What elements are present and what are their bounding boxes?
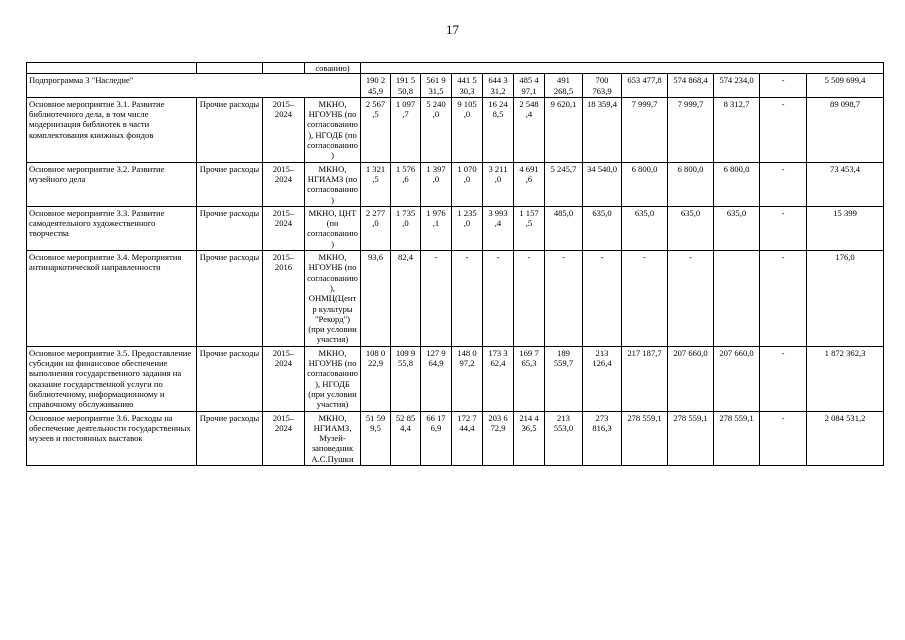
total-cell: 176,0 xyxy=(807,251,884,347)
value-cell: - xyxy=(760,97,807,162)
value-cell: 485 4 97,1 xyxy=(514,74,545,98)
value-cell: 700 763,9 xyxy=(583,74,622,98)
activity-name-cell: Основное мероприятие 3.2. Развитие музейного дела xyxy=(27,162,197,206)
value-cell: 189 559,7 xyxy=(545,346,583,411)
budget-table xyxy=(26,62,884,466)
total-cell: 89 098,7 xyxy=(807,97,884,162)
value-cell: 635,0 xyxy=(583,206,622,250)
period-cell: 2015–2024 xyxy=(263,411,305,465)
value-cell: - xyxy=(760,206,807,250)
value-cell: 169 7 65,3 xyxy=(514,346,545,411)
value-cell: 1 976 ,1 xyxy=(421,206,452,250)
value-cell: 2 277 ,0 xyxy=(361,206,391,250)
value-cell: 191 5 50,8 xyxy=(391,74,421,98)
value-cell: 82,4 xyxy=(391,251,421,347)
value-cell: 278 559,1 xyxy=(714,411,760,465)
value-cell: 127 9 64,9 xyxy=(421,346,452,411)
value-cell: 574 234,0 xyxy=(714,74,760,98)
total-cell: 15 399 xyxy=(807,206,884,250)
value-cell: 109 9 55,8 xyxy=(391,346,421,411)
table-row-continuation xyxy=(27,63,884,74)
value-cell: 213 126,4 xyxy=(583,346,622,411)
value-cell: 9 620,1 xyxy=(545,97,583,162)
value-cell: 2 548 ,4 xyxy=(514,97,545,162)
value-cell: - xyxy=(760,162,807,206)
value-cell: 214 4 36,5 xyxy=(514,411,545,465)
table-row xyxy=(27,97,884,162)
value-cell: - xyxy=(668,251,714,347)
value-cell: 203 6 72,9 xyxy=(483,411,514,465)
value-cell: - xyxy=(545,251,583,347)
table-cell xyxy=(27,63,197,74)
value-cell: 1 735 ,0 xyxy=(391,206,421,250)
table-row xyxy=(27,251,884,347)
value-cell: 644 3 31,2 xyxy=(483,74,514,98)
table-row xyxy=(27,206,884,250)
value-cell: 561 9 31,5 xyxy=(421,74,452,98)
activity-name-cell: Основное мероприятие 3.5. Предоставление субсидии на финансовое обеспечение выполнения государственного задания на оказание государственной услуги по библиотечному, информационному и справочному обслуживанию xyxy=(27,346,197,411)
value-cell: 1 397 ,0 xyxy=(421,162,452,206)
value-cell: 207 660,0 xyxy=(668,346,714,411)
value-cell: 66 17 6,9 xyxy=(421,411,452,465)
value-cell: 635,0 xyxy=(668,206,714,250)
value-cell: 190 2 45,9 xyxy=(361,74,391,98)
value-cell: 491 268,5 xyxy=(545,74,583,98)
value-cell: 9 105 ,0 xyxy=(452,97,483,162)
agency-cell: сованию) xyxy=(305,63,361,74)
value-cell: 52 85 4,4 xyxy=(391,411,421,465)
period-cell: 2015–2024 xyxy=(263,162,305,206)
executor-cell: МКНО, ЦНТ (по согласованию) xyxy=(305,206,361,250)
value-cell: 108 0 22,9 xyxy=(361,346,391,411)
period-cell: 2015–2024 xyxy=(263,206,305,250)
value-cell: - xyxy=(483,251,514,347)
value-cell: 2 567 ,5 xyxy=(361,97,391,162)
total-cell: 1 872 362,3 xyxy=(807,346,884,411)
value-cell: - xyxy=(622,251,668,347)
value-cell: 5 245,7 xyxy=(545,162,583,206)
value-cell: 7 999,7 xyxy=(668,97,714,162)
value-cell: 485,0 xyxy=(545,206,583,250)
expense-type-cell: Прочие расходы xyxy=(197,206,263,250)
table-row xyxy=(27,162,884,206)
executor-cell: МКНО, НГОУНБ (по согласованию), НГОДБ (по согласованию) xyxy=(305,97,361,162)
subprogram-title: Подпрограмма 3 "Наследие" xyxy=(27,74,361,98)
total-cell: 73 453,4 xyxy=(807,162,884,206)
value-cell: 16 24 8,5 xyxy=(483,97,514,162)
value-cell: 1 097 ,7 xyxy=(391,97,421,162)
value-cell: 93,6 xyxy=(361,251,391,347)
value-cell: 574 868,4 xyxy=(668,74,714,98)
value-cell: 653 477,8 xyxy=(622,74,668,98)
value-cell: 217 187,7 xyxy=(622,346,668,411)
value-cell: 278 559,1 xyxy=(668,411,714,465)
value-cell: - xyxy=(760,74,807,98)
value-cell: 1 576 ,6 xyxy=(391,162,421,206)
value-cell: - xyxy=(760,251,807,347)
value-cell: 1 157 ,5 xyxy=(514,206,545,250)
value-cell: 51 59 9,5 xyxy=(361,411,391,465)
value-cell: - xyxy=(421,251,452,347)
activity-name-cell: Основное мероприятие 3.4. Мероприятия антинаркотической направленности xyxy=(27,251,197,347)
value-cell: 207 660,0 xyxy=(714,346,760,411)
activity-name-cell: Основное мероприятие 3.1. Развитие библиотечного дела, в том числе модернизация библиотек в части комплектования книжных фондов xyxy=(27,97,197,162)
value-cell: 213 553,0 xyxy=(545,411,583,465)
activity-name-cell: Основное мероприятие 3.6. Расходы на обеспечение деятельности государственных музеев и постоянных выставок xyxy=(27,411,197,465)
value-cell: 3 211 ,0 xyxy=(483,162,514,206)
value-cell: 441 5 30,3 xyxy=(452,74,483,98)
value-cell: 1 235 ,0 xyxy=(452,206,483,250)
value-cell: - xyxy=(514,251,545,347)
value-cell: 273 816,3 xyxy=(583,411,622,465)
expense-type-cell: Прочие расходы xyxy=(197,411,263,465)
value-cell: 6 800,0 xyxy=(714,162,760,206)
expense-type-cell: Прочие расходы xyxy=(197,251,263,347)
total-cell: 2 084 531,2 xyxy=(807,411,884,465)
value-cell: 34 540,0 xyxy=(583,162,622,206)
value-cell: 5 240 ,0 xyxy=(421,97,452,162)
total-cell: 5 509 699,4 xyxy=(807,74,884,98)
period-cell: 2015–2016 xyxy=(263,251,305,347)
expense-type-cell: Прочие расходы xyxy=(197,162,263,206)
value-cell: - xyxy=(452,251,483,347)
activity-name-cell: Основное мероприятие 3.3. Развитие самодеятельного художественного творчества xyxy=(27,206,197,250)
value-cell: 6 800,0 xyxy=(622,162,668,206)
period-cell: 2015–2024 xyxy=(263,97,305,162)
value-cell: 278 559,1 xyxy=(622,411,668,465)
table-row xyxy=(27,411,884,465)
value-cell: 3 993 ,4 xyxy=(483,206,514,250)
value-cell: 148 0 97,2 xyxy=(452,346,483,411)
table-cell xyxy=(197,63,263,74)
value-cell: - xyxy=(760,346,807,411)
value-cell: 635,0 xyxy=(622,206,668,250)
value-cell: 172 7 44,4 xyxy=(452,411,483,465)
value-cell: 4 691 ,6 xyxy=(514,162,545,206)
executor-cell: МКНО, НГОУНБ (по согласованию), НГОДБ (при условии участия) xyxy=(305,346,361,411)
period-cell: 2015–2024 xyxy=(263,346,305,411)
value-cell: 7 999,7 xyxy=(622,97,668,162)
value-cell: 6 800,0 xyxy=(668,162,714,206)
value-cell: 18 359,4 xyxy=(583,97,622,162)
value-cell: - xyxy=(760,411,807,465)
expense-type-cell: Прочие расходы xyxy=(197,97,263,162)
expense-type-cell: Прочие расходы xyxy=(197,346,263,411)
value-cell: 1 321 ,5 xyxy=(361,162,391,206)
table-row xyxy=(27,346,884,411)
executor-cell: МКНО, НГОУНБ (по согласованию), ОНМЦ(Центр культуры "Рекорд") (при условии участия) xyxy=(305,251,361,347)
table-cell xyxy=(361,63,884,74)
value-cell: 1 070 ,0 xyxy=(452,162,483,206)
page-number: 17 xyxy=(446,22,459,37)
table-cell xyxy=(263,63,305,74)
value-cell xyxy=(714,251,760,347)
value-cell: 635,0 xyxy=(714,206,760,250)
value-cell: - xyxy=(583,251,622,347)
executor-cell: МКНО, НГИАМЗ, Музей-заповедник А.С.Пушки xyxy=(305,411,361,465)
value-cell: 173 3 62,4 xyxy=(483,346,514,411)
executor-cell: МКНО, НГИАМЗ (по согласованию) xyxy=(305,162,361,206)
value-cell: 8 312,7 xyxy=(714,97,760,162)
subprogram-row xyxy=(27,74,884,98)
